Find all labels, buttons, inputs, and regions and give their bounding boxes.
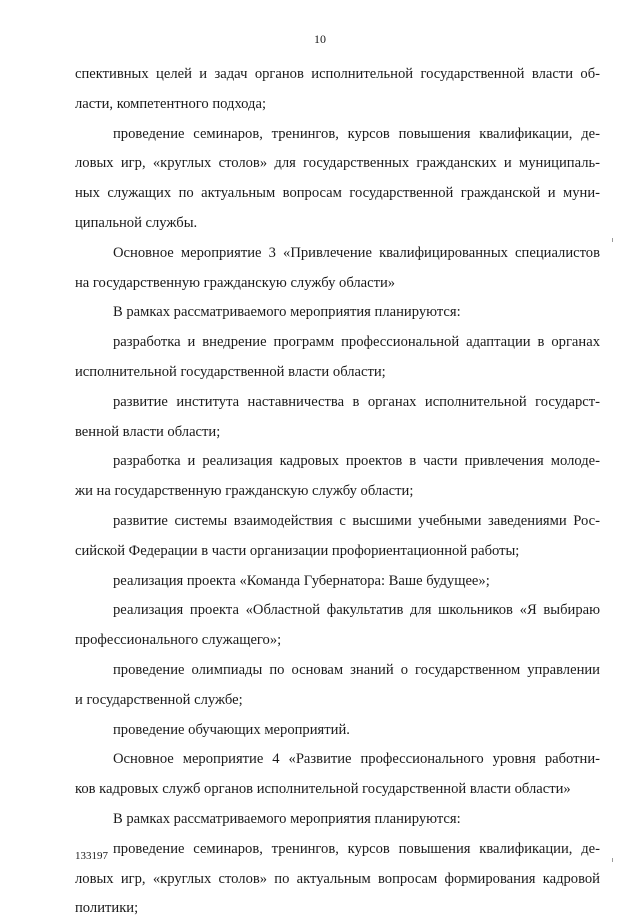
text-line: ловых игр, «круглых столов» по актуальным вопросам формирования кадровой xyxy=(75,870,600,887)
text-line: В рамках рассматриваемого мероприятия планируются: xyxy=(113,810,461,827)
text-line: венной власти области; xyxy=(75,423,221,440)
text-line: ловых игр, «круглых столов» для государственных гражданских и муниципаль- xyxy=(75,155,600,172)
text-line: реализация проекта «Команда Губернатора: Ваше будущее»; xyxy=(113,572,490,589)
page-number: 10 xyxy=(314,32,326,46)
text-line: спективных целей и задач органов исполнительной государственной власти об- xyxy=(75,66,600,82)
text-line: политики; xyxy=(75,900,139,917)
margin-mark xyxy=(612,858,613,862)
text-line: разработка и реализация кадровых проектов в части привлечения молоде- xyxy=(113,453,600,470)
text-line: разработка и внедрение программ профессиональной адаптации в органах xyxy=(113,334,600,351)
text-line: развитие института наставничества в органах исполнительной государст- xyxy=(113,393,600,410)
document-body xyxy=(75,60,600,924)
text-line: проведение обучающих мероприятий. xyxy=(113,721,350,738)
text-line: реализация проекта «Областной факультатив для школьников «Я выбираю xyxy=(113,602,600,619)
text-line: проведение семинаров, тренингов, курсов повышения квалификации, де- xyxy=(113,125,600,142)
text-line: ных служащих по актуальным вопросам государственной гражданской и муни- xyxy=(75,185,600,202)
text-line: развитие системы взаимодействия с высшими учебными заведениями Рос- xyxy=(113,512,600,529)
text-line: ков кадровых служб органов исполнительной государственной власти области» xyxy=(75,781,571,798)
text-line: исполнительной государственной власти области; xyxy=(75,363,386,380)
text-line: и государственной службе; xyxy=(75,691,243,708)
footer-document-code: 133197 xyxy=(75,850,108,862)
text-line: ципальной службы. xyxy=(75,214,198,231)
text-line: сийской Федерации в части организации профориентационной работы; xyxy=(75,542,520,559)
text-line: на государственную гражданскую службу области» xyxy=(75,274,396,291)
text-line: профессионального служащего»; xyxy=(75,632,282,649)
text-block xyxy=(75,60,600,924)
text-line: Основное мероприятие 4 «Развитие профессионального уровня работни- xyxy=(113,751,600,768)
text-line: проведение семинаров, тренингов, курсов повышения квалификации, де- xyxy=(113,840,600,857)
text-line: В рамках рассматриваемого мероприятия планируются: xyxy=(113,304,461,321)
margin-mark xyxy=(612,238,613,242)
text-line: проведение олимпиады по основам знаний о государственном управлении xyxy=(113,661,600,678)
text-line: Основное мероприятие 3 «Привлечение квалифицированных специалистов xyxy=(113,244,600,261)
text-line: ласти, компетентного подхода; xyxy=(75,95,267,112)
text-line: жи на государственную гражданскую службу области; xyxy=(75,483,414,500)
